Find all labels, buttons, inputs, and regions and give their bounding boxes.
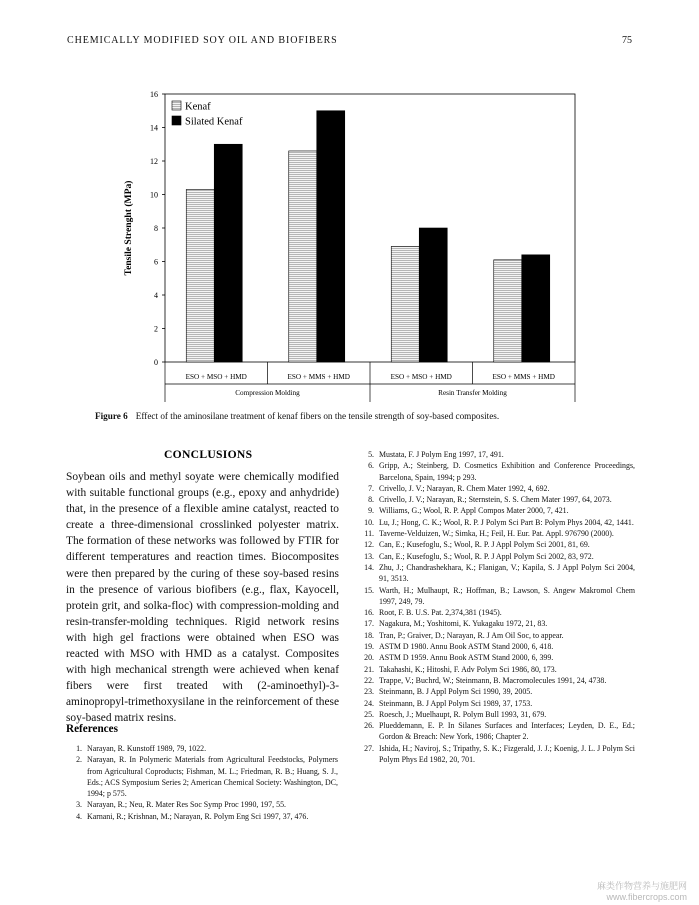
reference-number: 5. [368,450,374,459]
conclusions-heading: CONCLUSIONS [164,448,253,461]
reference-number: 6. [368,461,374,471]
reference-text: Tran, P.; Graiver, D.; Narayan, R. J Am Oil Soc, to appear. [379,630,564,640]
reference-text: Zhu, J.; Chandrashekhara, K.; Flanigan, V.; Kapila, S. J Appl Polym Sci 2004, 91, 3513. [379,562,635,584]
reference-number: 13. [364,551,374,561]
reference-item [362,686,635,697]
reference-text: Lu, J.; Hong, C. K.; Wool, R. P. J Polym Sci Part B: Polym Phys 2004, 42, 1441. [379,517,634,527]
reference-item [362,652,635,663]
reference-item [362,743,635,766]
reference-text: Can, E.; Kusefoglu, S.; Wool, R. P. J Appl Polym Sci 2002, 83, 972. [379,551,594,561]
legend-swatch [172,101,181,110]
reference-text: Takahashi, K.; Hitoshi, F. Adv Polym Sci 1986, 80, 173. [379,664,557,674]
reference-item [70,754,338,799]
watermark-line-2: www.fibercrops.com [606,892,687,902]
reference-text: Nagakura, M.; Yoshitomi, K. Yukagaku 1972, 21, 83. [379,619,548,629]
reference-item [362,517,635,528]
reference-number: 24. [364,698,374,708]
y-tick-label: 6 [154,257,158,267]
x-category-label: ESO + MSO + HMD [390,373,452,381]
reference-item [362,630,635,641]
reference-text: Ishida, H.; Naviroj, S.; Tripathy, S. K.; Fizgerald, J. J.; Koenig, J. L. J Polym Sci Polym Phys Ed 1982, 20, 701. [379,743,635,765]
reference-number: 17. [364,619,374,629]
reference-number: 23. [364,687,374,697]
references-list-left [70,743,338,822]
watermark-line-1: 麻类作物营养与施肥网 [596,881,687,891]
bar-silated-kenaf [214,144,242,362]
bar-kenaf [391,246,419,362]
bar-kenaf [289,151,317,362]
reference-number: 21. [364,664,374,674]
x-group-label: Resin Transfer Molding [438,389,507,397]
y-tick-label: 12 [150,157,158,166]
reference-text: Mustata, F. J Polym Eng 1997, 17, 491. [379,450,504,459]
conclusions-body: Soybean oils and methyl soyate were chemically modified with suitable functional groups (e.g., epoxy and anhydride) that, in the presence of a flexible amine catalyst, reacted to create a three-dimensional crosslinked polyester matrix. The formation of these networks was followed by FTIR for different temperatures and reaction times. Biocomposites were then prepared by the curing of these soy-based resins in the presence of various biofibers (e.g., flax, Kayocell, protein grit, and solka-floc) with compression-molding and resin-transfer-molding techniques. Rigid network resins with high gel fractions were obtained when ESO was reacted with MSO with HMD as a catalyst. Composites with high mechanical strength were achieved when kenaf fibers were first treated with (2-aminoethyl)-3-aminopropyl-trimethoxysilane in the reinforcement of these soy-based matrix resins. [66,471,339,725]
reference-number: 9. [368,506,374,516]
bar-silated-kenaf [317,111,345,362]
reference-number: 16. [364,608,374,618]
figure-caption-text: Effect of the aminosilane treatment of kenaf fibers on the tensile strength of soy-based composites. [135,411,500,421]
reference-text: Crivello, J. V.; Narayan, R. Chem Mater 1992, 4, 692. [379,483,550,493]
reference-number: 18. [364,630,374,640]
reference-number: 19. [364,642,374,652]
y-tick-label: 10 [150,190,158,200]
reference-text: Plueddemann, E. P. In Silanes Surfaces and Interfaces; Leyden, D. E., Ed.; Gordon & Breach: New York, 1986; Chapter 2. [379,721,635,742]
reference-number: 7. [368,483,374,493]
reference-text: Trappe, V.; Buchrd, W.; Steinmann, B. Macromolecules 1991, 24, 4738. [379,675,607,685]
y-tick-label: 2 [154,324,158,334]
legend-label: Silated Kenaf [185,116,243,128]
reference-text: ASTM D 1980. Annu Book ASTM Stand 2000, 6, 418. [379,642,554,652]
x-category-label: ESO + MMS + HMD [492,373,555,381]
reference-item [362,494,635,505]
reference-item [70,799,338,810]
reference-item [362,551,635,562]
reference-item [362,585,635,608]
legend-label: Kenaf [185,101,211,113]
figure-label: Figure 6 [95,411,128,421]
tensile-strength-bar-chart [0,0,699,410]
reference-item [362,607,635,618]
y-tick-label: 0 [154,358,158,367]
reference-item [362,505,635,516]
reference-item [362,460,635,483]
reference-number: 2. [76,755,82,765]
bar-kenaf [186,189,214,362]
reference-item [70,743,338,754]
reference-text: Narayan, R. In Polymeric Materials from Agricultural Feedstocks, Polymers from Agricultural Coproducts; Fishman, M. L.; Friedman, R. B.; Huang, S. J., Eds.; ACS Symposium Series 2; American Chemical Society: Washington, DC, 1994; p 575. [87,755,338,799]
reference-text: Gripp, A.; Steinberg, D. Cosmetics Exhibition and Conference Proceedings, Barcelona, Spain, 1994; p 293. [379,461,635,482]
y-tick-label: 14 [150,123,158,133]
reference-text: Steinmann, B. J Appl Polym Sci 1989, 37, 1753. [379,698,533,708]
x-category-label: ESO + MSO + HMD [185,373,247,381]
legend-swatch [172,116,181,125]
reference-text: ASTM D 1959. Annu Book ASTM Stand 2000, 6, 399. [379,653,554,663]
reference-item [362,483,635,494]
reference-item [362,618,635,629]
reference-text: Can, E.; Kusefoglu, S.; Wool, R. P. J Appl Polym Sci 2001, 81, 69. [379,540,590,550]
reference-text: Crivello, J. V.; Narayan, R.; Sternstein, S. S. Chem Mater 1997, 64, 2073. [379,495,612,505]
reference-number: 10. [364,517,374,527]
reference-text: Taverne-Velduizen, W.; Simka, H.; Feil, H. Eur. Pat. Appl. 976790 (2000). [379,529,614,539]
y-tick-label: 4 [154,291,158,300]
page-number: 75 [622,35,632,46]
watermark [597,881,687,903]
running-title: CHEMICALLY MODIFIED SOY OIL AND BIOFIBERS [67,35,338,46]
reference-item [362,562,635,585]
bar-silated-kenaf [522,255,550,362]
reference-item [362,720,635,743]
reference-text: Narayan, R. Kunstoff 1989, 79, 1022. [87,744,207,753]
reference-number: 8. [368,495,374,505]
figure-caption [95,411,499,421]
reference-text: Warth, H.; Mulhaupt, R.; Hoffman, B.; Lawson, S. Angew Makromol Chem 1997, 249, 79. [379,585,635,606]
reference-text: Root, F. B. U.S. Pat. 2,374,381 (1945). [379,608,502,618]
reference-item [362,675,635,686]
reference-number: 22. [364,675,374,685]
reference-number: 3. [76,800,82,810]
reference-number: 12. [364,540,374,550]
reference-number: 20. [364,653,374,663]
reference-number: 26. [364,721,374,731]
reference-item [362,449,635,460]
reference-item [362,664,635,675]
y-axis-label: Tensile Strenght (MPa) [123,180,134,276]
y-tick-label: 8 [154,224,158,233]
reference-text: Karnani, R.; Krishnan, M.; Narayan, R. Polym Eng Sci 1997, 37, 476. [87,811,309,821]
y-tick-label: 16 [150,90,158,99]
bar-kenaf [494,260,522,362]
reference-item [362,709,635,720]
references-heading: References [66,723,118,735]
reference-item [362,698,635,709]
reference-text: Roesch, J.; Muelhaupt, R. Polym Bull 1993, 31, 679. [379,709,547,719]
reference-number: 14. [364,562,374,572]
reference-number: 11. [364,529,374,539]
reference-text: Steinmann, B. J Appl Polym Sci 1990, 39, 2005. [379,687,533,697]
reference-item [362,539,635,550]
reference-text: Williams, G.; Wool, R. P. Appl Compos Mater 2000, 7, 421. [379,506,569,516]
x-group-label: Compression Molding [235,389,300,397]
reference-number: 4. [76,811,82,821]
reference-number: 25. [364,709,374,719]
reference-item [70,811,338,822]
reference-item [362,528,635,539]
reference-number: 27. [364,743,374,753]
reference-text: Narayan, R.; Neu, R. Mater Res Soc Symp Proc 1990, 197, 55. [87,800,286,810]
reference-number: 15. [364,585,374,595]
bar-silated-kenaf [419,228,447,362]
x-category-label: ESO + MMS + HMD [287,373,350,381]
reference-number: 1. [76,744,82,753]
reference-item [362,641,635,652]
references-list-right [362,449,635,765]
